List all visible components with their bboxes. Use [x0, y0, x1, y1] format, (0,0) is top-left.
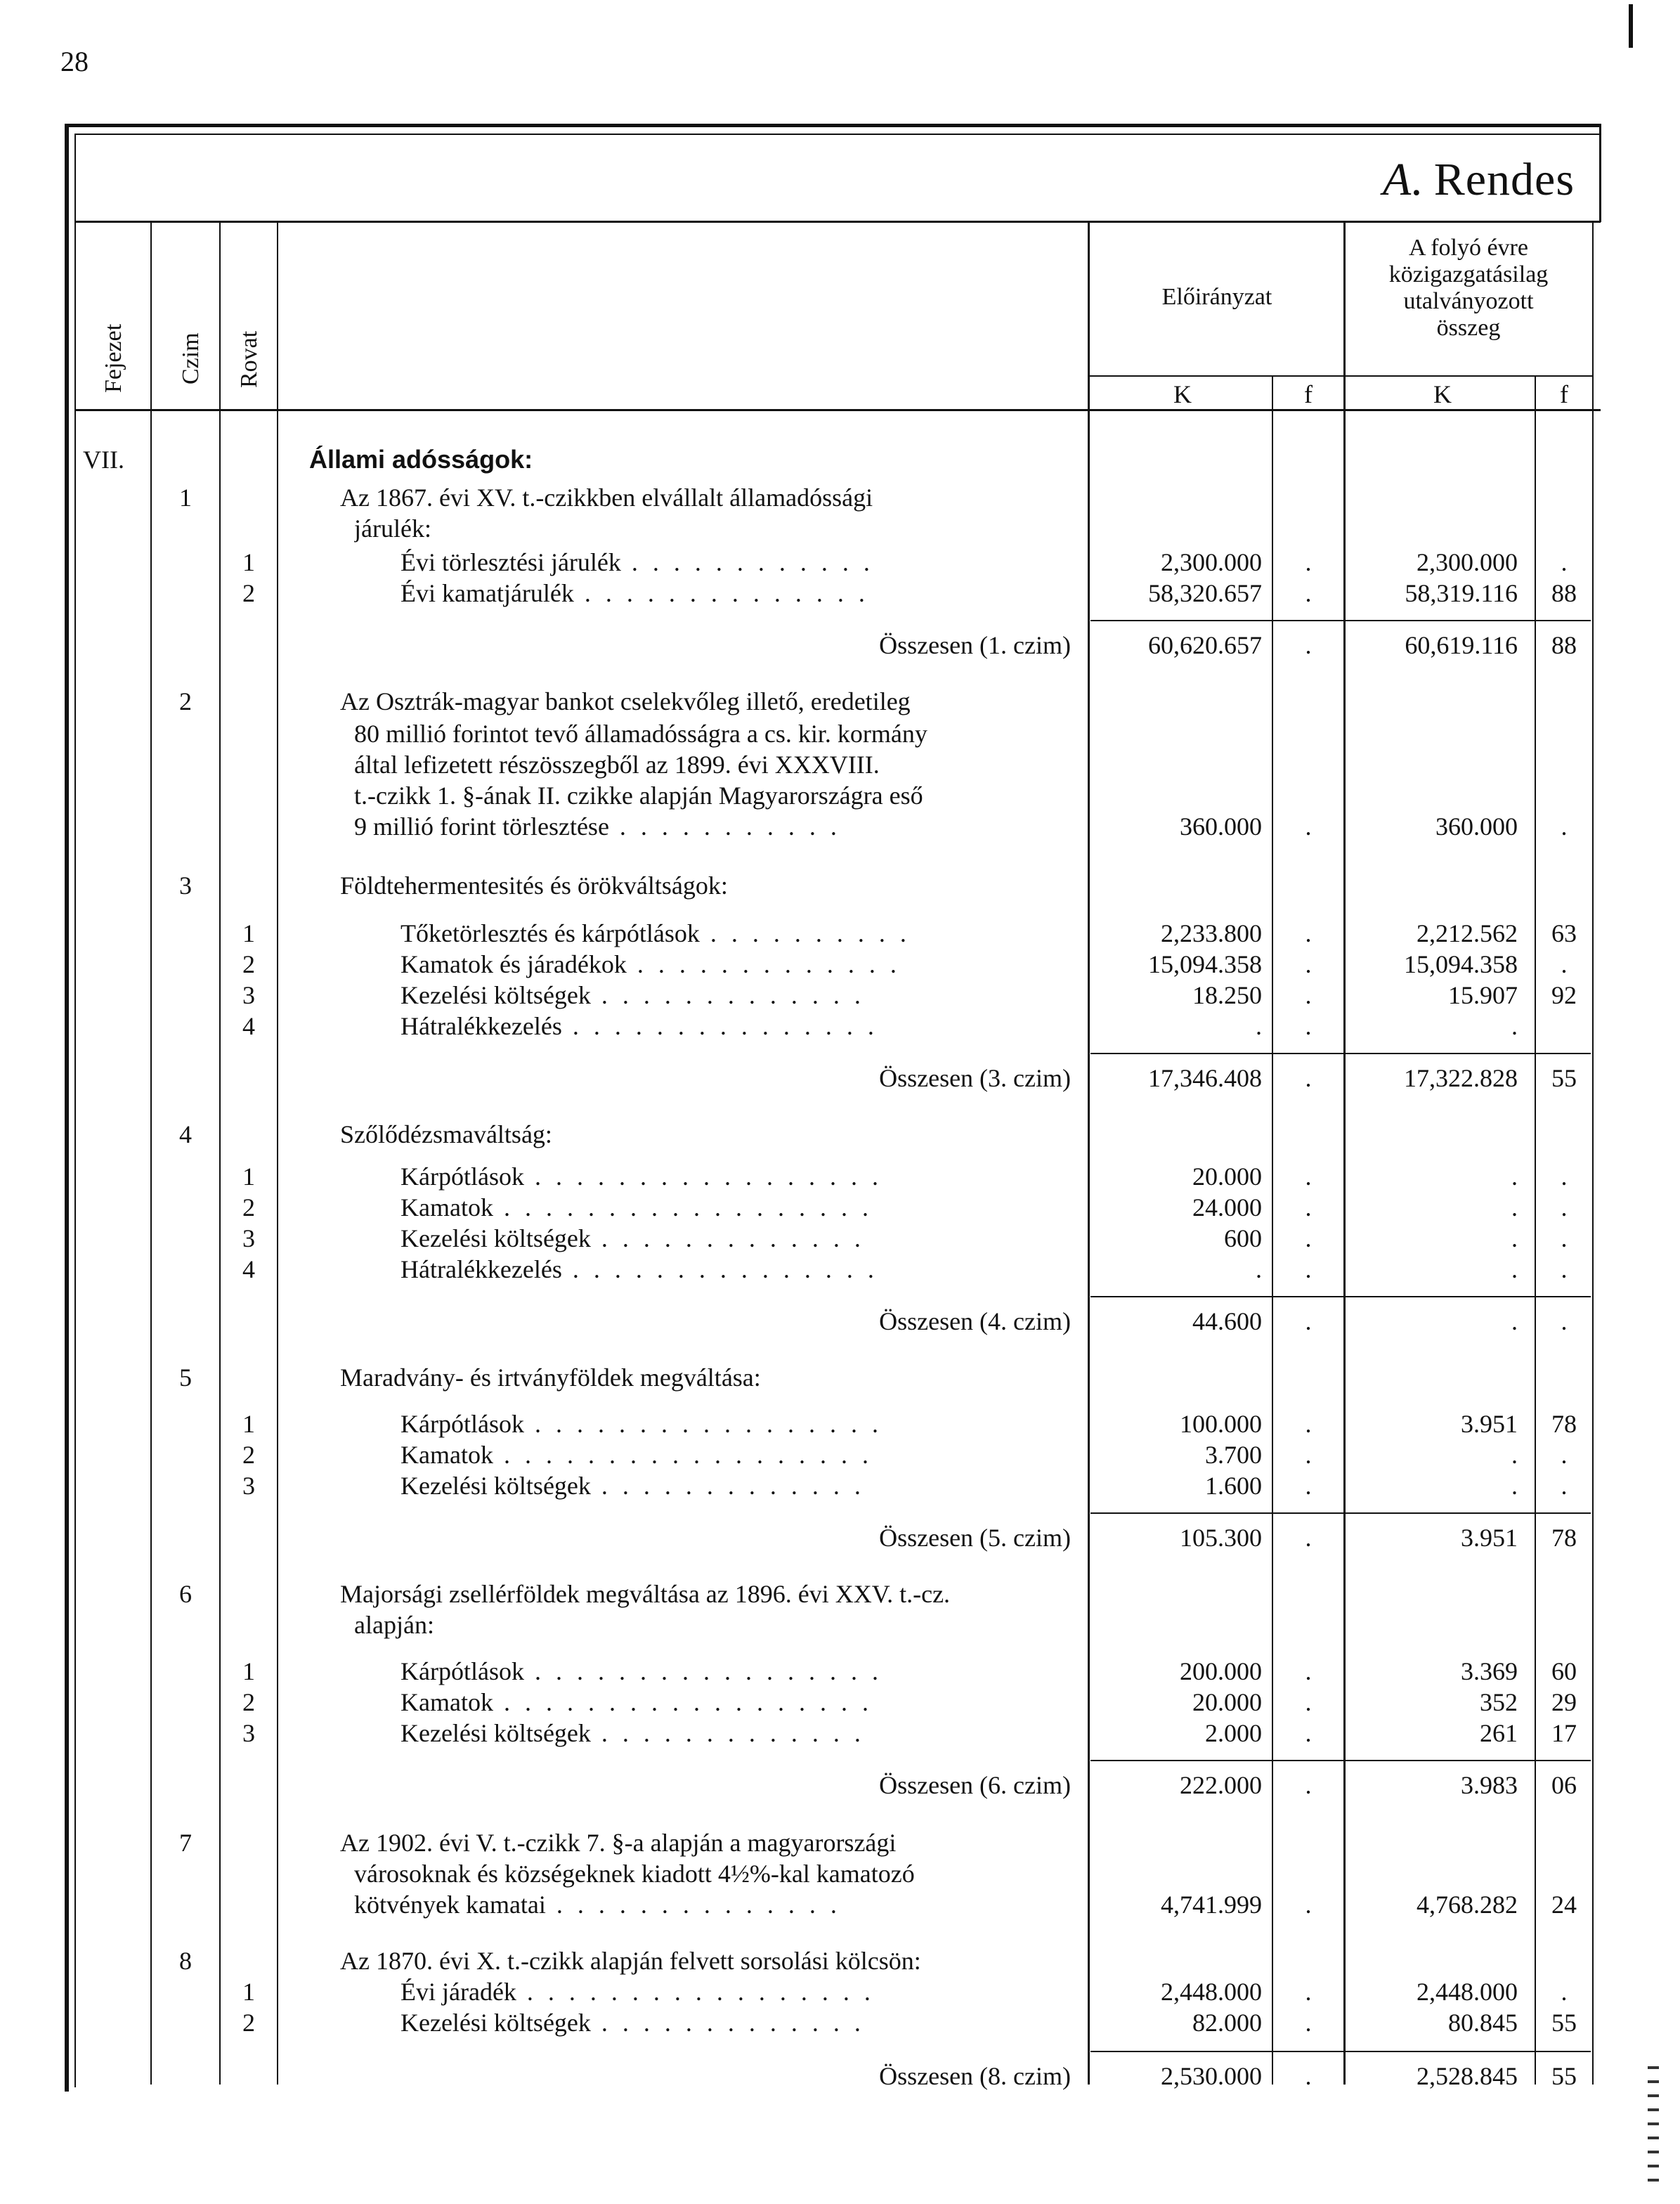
rovat-number: 3	[242, 1224, 255, 1252]
eloiranyzat-filler: .	[1305, 1978, 1312, 2006]
utalvanyozott-filler: .	[1561, 1224, 1568, 1252]
line-text: Kezelési költségek	[401, 1472, 591, 1500]
eloiranyzat-korona: 20.000	[1192, 1688, 1262, 1716]
utalvanyozott-korona: 60,619.116	[1405, 631, 1518, 659]
line-text: által lefizetett részösszegből az 1899. évi XXXVIII.	[354, 751, 880, 779]
eloiranyzat-filler: .	[1305, 2009, 1312, 2037]
eloiranyzat-korona: 2,233.800	[1161, 919, 1262, 947]
utalvanyozott-filler: .	[1561, 1307, 1568, 1335]
eloiranyzat-filler: .	[1305, 1224, 1312, 1252]
header-czim: Czim	[178, 332, 204, 384]
utalvanyozott-filler: 55	[1551, 2009, 1577, 2037]
utalvanyozott-filler: .	[1561, 950, 1568, 978]
description-line	[354, 749, 880, 780]
rovat-number: 2	[242, 579, 255, 607]
utalvanyozott-filler: 55	[1551, 1064, 1577, 1092]
line-item	[401, 1718, 865, 1749]
leader-dots: . . . . . . . . . . . . . . . . . .	[493, 1441, 873, 1469]
subtotal-label: Összesen (3. czim)	[879, 1064, 1071, 1092]
eloiranyzat-filler: .	[1305, 1064, 1312, 1092]
eloiranyzat-filler: .	[1305, 1410, 1312, 1438]
left-border-thin	[74, 134, 76, 2087]
eloiranyzat-filler: .	[1305, 2062, 1312, 2090]
leader-dots: . . . . . . . . . . . . .	[590, 2009, 865, 2037]
description-line	[354, 718, 927, 749]
leader-dots: . . . . . . . . . . . . .	[590, 1719, 865, 1747]
utalvanyozott-filler: 88	[1551, 631, 1577, 659]
subtotal-label: Összesen (8. czim)	[879, 2062, 1071, 2090]
utalvanyozott-korona: .	[1511, 1441, 1518, 1469]
leader-dots: . . . . . . . . . . . . . .	[545, 1891, 841, 1919]
header-folyo-line2: közigazgatásilag	[1388, 261, 1549, 287]
header-f2: f	[1560, 380, 1568, 408]
eloiranyzat-korona: 100.000	[1180, 1410, 1262, 1438]
line-item	[401, 1470, 865, 1501]
title-word: Rendes	[1433, 154, 1575, 205]
description-line	[340, 1362, 761, 1393]
eloiranyzat-korona: 58,320.657	[1148, 579, 1262, 607]
line-text: Kezelési költségek	[401, 1719, 591, 1747]
line-text: 9 millió forint törlesztése	[354, 812, 609, 841]
eloiranyzat-filler: .	[1305, 1193, 1312, 1221]
page-number: 28	[60, 46, 89, 77]
rovat-number: 3	[242, 1472, 255, 1500]
eloiranyzat-filler: .	[1305, 1891, 1312, 1919]
leader-dots: . . . . . . . . . .	[699, 919, 911, 947]
subtotal-rule	[1090, 1760, 1591, 1761]
eloiranyzat-filler: .	[1305, 1441, 1312, 1469]
subtotal-rule	[1090, 1296, 1591, 1297]
utalvanyozott-korona: 2,212.562	[1417, 919, 1518, 947]
czim-number: 5	[179, 1363, 192, 1392]
line-item	[401, 1161, 883, 1192]
line-item	[401, 2007, 865, 2038]
utalvanyozott-filler: .	[1561, 812, 1568, 841]
description-line	[354, 780, 923, 811]
utalvanyozott-korona: 15,094.358	[1404, 950, 1518, 978]
col-div-right	[1592, 222, 1594, 2085]
eloiranyzat-korona: 44.600	[1192, 1307, 1262, 1335]
leader-dots: . . . . . . . . . . . . . . . . .	[523, 1657, 883, 1685]
line-text: Évi törlesztési járulék	[401, 548, 621, 576]
utalvanyozott-filler: .	[1561, 1472, 1568, 1500]
description-line	[354, 513, 431, 544]
leader-dots: . . . . . . . . . . . . .	[590, 981, 865, 1009]
eloiranyzat-korona: 20.000	[1192, 1162, 1262, 1191]
eloiranyzat-korona: 2,300.000	[1161, 548, 1262, 576]
description-line	[354, 811, 841, 842]
line-item	[401, 1192, 873, 1223]
eloiranyzat-korona: 2,448.000	[1161, 1978, 1262, 2006]
leader-dots: . . . . . . . . . . . . .	[590, 1224, 865, 1252]
right-frame-top	[1599, 124, 1601, 222]
eloiranyzat-korona: 2,530.000	[1161, 2062, 1262, 2090]
line-text: alapján:	[354, 1611, 434, 1639]
rovat-number: 4	[242, 1012, 255, 1040]
rovat-number: 1	[242, 1410, 255, 1438]
col-div-k2	[1343, 222, 1346, 2085]
eloiranyzat-filler: .	[1305, 1719, 1312, 1747]
line-text: Majorsági zsellérföldek megváltása az 1896. évi XXV. t.-cz.	[340, 1580, 951, 1608]
utalvanyozott-korona: 2,528.845	[1417, 2062, 1518, 2090]
line-text: Tőketörlesztés és kárpótlások	[401, 919, 700, 947]
eloiranyzat-korona: 200.000	[1180, 1657, 1262, 1685]
line-item	[401, 1439, 873, 1470]
line-item	[401, 1408, 883, 1439]
utalvanyozott-filler: 24	[1551, 1891, 1577, 1919]
utalvanyozott-filler: .	[1561, 548, 1568, 576]
eloiranyzat-filler: .	[1305, 1688, 1312, 1716]
line-text: t.-czikk 1. §-ának II. czikke alapján Magyarországra eső	[354, 782, 923, 810]
line-text: Az Osztrák-magyar bankot cselekvőleg illető, eredetileg	[340, 687, 911, 715]
chapter-number: VII.	[83, 446, 124, 474]
leader-dots: . . . . . . . . . . .	[608, 812, 841, 841]
line-text: Kárpótlások	[401, 1162, 524, 1191]
line-text: járulék:	[354, 514, 431, 543]
utalvanyozott-filler: .	[1561, 1162, 1568, 1191]
eloiranyzat-filler: .	[1305, 579, 1312, 607]
header-folyo-line1: A folyó évre	[1409, 235, 1528, 261]
chapter-heading: Állami adósságok:	[309, 445, 533, 474]
utalvanyozott-korona: .	[1511, 1162, 1518, 1191]
line-text: Maradvány- és irtványföldek megváltása:	[340, 1363, 761, 1392]
utalvanyozott-filler: 55	[1551, 2062, 1577, 2090]
eloiranyzat-korona: 1.600	[1205, 1472, 1262, 1500]
czim-number: 2	[179, 687, 192, 715]
line-text: Az 1870. évi X. t.-czikk alapján felvett sorsolási kölcsön:	[340, 1947, 921, 1975]
line-text: Földtehermentesités és örökváltságok:	[340, 871, 728, 900]
rovat-number: 1	[242, 1657, 255, 1685]
leader-dots: . . . . . . . . . . . . .	[626, 950, 901, 978]
eloiranyzat-filler: .	[1305, 548, 1312, 576]
utalvanyozott-filler: 29	[1551, 1688, 1577, 1716]
utalvanyozott-korona: 3.983	[1461, 1771, 1518, 1799]
utalvanyozott-korona: .	[1511, 1193, 1518, 1221]
col-div-text	[1088, 222, 1090, 2085]
utalvanyozott-filler: 78	[1551, 1524, 1577, 1552]
line-text: Hátralékkezelés	[401, 1255, 562, 1283]
line-text: Kamatok	[401, 1193, 493, 1221]
rovat-number: 1	[242, 548, 255, 576]
top-rule-thick	[65, 124, 1601, 127]
utalvanyozott-filler: .	[1561, 1255, 1568, 1283]
eloiranyzat-filler: .	[1305, 950, 1312, 978]
line-text: Kamatok	[401, 1441, 493, 1469]
eloiranyzat-korona: 360.000	[1180, 812, 1262, 841]
czim-number: 1	[179, 484, 192, 512]
utalvanyozott-filler: 88	[1551, 579, 1577, 607]
section-title	[1383, 153, 1575, 207]
line-text: Kamatok és járadékok	[401, 950, 627, 978]
eloiranyzat-korona: 600	[1224, 1224, 1262, 1252]
description-line	[340, 1579, 950, 1609]
description-line	[340, 686, 911, 717]
description-line	[340, 1827, 896, 1858]
utalvanyozott-filler: .	[1561, 1978, 1568, 2006]
eloiranyzat-filler: .	[1305, 981, 1312, 1009]
eloiranyzat-filler: .	[1305, 1657, 1312, 1685]
line-item	[401, 1254, 878, 1285]
eloiranyzat-filler: .	[1305, 1255, 1312, 1283]
leader-dots: . . . . . . . . . . . . . . . . . .	[493, 1688, 873, 1716]
utalvanyozott-korona: 3.369	[1461, 1657, 1518, 1685]
header-folyo	[1345, 235, 1592, 342]
line-text: Hátralékkezelés	[401, 1012, 562, 1040]
utalvanyozott-filler: 17	[1551, 1719, 1577, 1747]
subtotal-rule	[1090, 2051, 1591, 2052]
eloiranyzat-korona: 4,741.999	[1161, 1891, 1262, 1919]
rovat-number: 3	[242, 1719, 255, 1747]
rovat-number: 1	[242, 919, 255, 947]
line-text: 80 millió forintot tevő államadósságra a cs. kir. kormány	[354, 720, 927, 748]
eloiranyzat-filler: .	[1305, 919, 1312, 947]
description-line	[354, 1889, 841, 1920]
line-text: Kezelési költségek	[401, 2009, 591, 2037]
header-k1: K	[1173, 380, 1192, 408]
utalvanyozott-korona: 2,300.000	[1417, 548, 1518, 576]
rovat-number: 1	[242, 1978, 255, 2006]
description-line	[340, 1945, 921, 1976]
eloiranyzat-filler: .	[1305, 812, 1312, 841]
eloiranyzat-filler: .	[1305, 1162, 1312, 1191]
header-folyo-line4: összeg	[1436, 315, 1501, 341]
leader-dots: . . . . . . . . . . . . . . . . .	[523, 1162, 883, 1191]
subtotal-label: Összesen (5. czim)	[879, 1524, 1071, 1552]
line-item	[401, 980, 865, 1011]
utalvanyozott-korona: 352	[1480, 1688, 1518, 1716]
subtotal-rule	[1090, 1512, 1591, 1514]
rovat-number: 2	[242, 1441, 255, 1469]
utalvanyozott-korona: .	[1511, 1472, 1518, 1500]
utalvanyozott-filler: 63	[1551, 919, 1577, 947]
line-text: Az 1902. évi V. t.-czikk 7. §-a alapján a magyarországi	[340, 1829, 897, 1857]
leader-dots: . . . . . . . . . . . .	[620, 548, 874, 576]
rovat-number: 2	[242, 2009, 255, 2037]
eloiranyzat-korona: 2.000	[1205, 1719, 1262, 1747]
utalvanyozott-filler: 06	[1551, 1771, 1577, 1799]
utalvanyozott-korona: .	[1511, 1255, 1518, 1283]
description-line	[354, 1858, 915, 1889]
col-div-rovat	[277, 222, 278, 2085]
czim-number: 3	[179, 871, 192, 900]
rovat-number: 1	[242, 1162, 255, 1191]
leader-dots: . . . . . . . . . . . . .	[590, 1472, 865, 1500]
title-prefix: A.	[1382, 154, 1424, 205]
utalvanyozott-korona: 3.951	[1461, 1410, 1518, 1438]
leader-dots: . . . . . . . . . . . . . . .	[561, 1012, 878, 1040]
kf-rule	[1089, 375, 1592, 377]
header-rovat: Rovat	[236, 330, 262, 388]
utalvanyozott-korona: 4,768.282	[1417, 1891, 1518, 1919]
czim-number: 4	[179, 1120, 192, 1148]
leader-dots: . . . . . . . . . . . . . . .	[561, 1255, 878, 1283]
eloiranyzat-korona: 17,346.408	[1148, 1064, 1262, 1092]
description-line	[340, 1119, 552, 1150]
czim-number: 6	[179, 1580, 192, 1608]
leader-dots: . . . . . . . . . . . . . . . . .	[523, 1410, 883, 1438]
utalvanyozott-korona: 2,448.000	[1417, 1978, 1518, 2006]
header-eloiranyzat: Előirányzat	[1161, 284, 1272, 310]
eloiranyzat-korona: 15,094.358	[1148, 950, 1262, 978]
utalvanyozott-filler: .	[1561, 1441, 1568, 1469]
header-fejezet: Fejezet	[100, 323, 126, 393]
line-item	[401, 918, 911, 949]
rovat-number: 2	[242, 1688, 255, 1716]
leader-dots: . . . . . . . . . . . . . .	[573, 579, 869, 607]
utalvanyozott-korona: .	[1511, 1224, 1518, 1252]
line-item	[401, 1011, 878, 1042]
utalvanyozott-korona: 3.951	[1461, 1524, 1518, 1552]
header-bottom-rule	[74, 409, 1601, 411]
edge-marks	[1648, 2066, 1659, 2186]
col-div-czim	[219, 222, 221, 2085]
utalvanyozott-filler: 60	[1551, 1657, 1577, 1685]
line-text: kötvények kamatai	[354, 1891, 546, 1919]
eloiranyzat-filler: .	[1305, 1472, 1312, 1500]
subtotal-label: Összesen (1. czim)	[879, 631, 1071, 659]
eloiranyzat-filler: .	[1305, 1524, 1312, 1552]
line-text: Kárpótlások	[401, 1657, 524, 1685]
utalvanyozott-korona: 15.907	[1448, 981, 1518, 1009]
eloiranyzat-korona: 82.000	[1192, 2009, 1262, 2037]
top-rule-thin	[76, 134, 1601, 135]
line-item	[401, 1656, 883, 1687]
eloiranyzat-filler: .	[1305, 1012, 1312, 1040]
rovat-number: 2	[242, 1193, 255, 1221]
utalvanyozott-filler: .	[1561, 1193, 1568, 1221]
eloiranyzat-korona: .	[1256, 1012, 1262, 1040]
utalvanyozott-korona: .	[1511, 1307, 1518, 1335]
utalvanyozott-korona: 360.000	[1435, 812, 1518, 841]
eloiranyzat-filler: .	[1305, 1771, 1312, 1799]
line-item	[401, 1687, 873, 1718]
utalvanyozott-korona: 58,319.116	[1405, 579, 1518, 607]
header-folyo-line3: utalványozott	[1403, 288, 1534, 314]
eloiranyzat-filler: .	[1305, 1307, 1312, 1335]
line-text: Kezelési költségek	[401, 1224, 591, 1252]
line-item	[401, 547, 874, 578]
utalvanyozott-filler: 78	[1551, 1410, 1577, 1438]
rovat-number: 3	[242, 981, 255, 1009]
line-text: Az 1867. évi XV. t.-czikkben elvállalt államadóssági	[340, 484, 873, 512]
header-f1: f	[1304, 380, 1313, 408]
header-top-rule	[74, 221, 1601, 223]
subtotal-rule	[1090, 1053, 1591, 1054]
line-text: Kamatok	[401, 1688, 493, 1716]
subtotal-rule	[1090, 620, 1591, 621]
left-border-thick	[65, 124, 69, 2092]
eloiranyzat-korona: 24.000	[1192, 1193, 1262, 1221]
eloiranyzat-korona: 60,620.657	[1148, 631, 1262, 659]
utalvanyozott-korona: 80.845	[1448, 2009, 1518, 2037]
line-item	[401, 578, 869, 609]
rovat-number: 4	[242, 1255, 255, 1283]
czim-number: 8	[179, 1947, 192, 1975]
eloiranyzat-korona: 18.250	[1192, 981, 1262, 1009]
corner-mark	[1629, 4, 1633, 48]
line-item	[401, 1976, 875, 2007]
eloiranyzat-korona: 3.700	[1205, 1441, 1262, 1469]
rovat-number: 2	[242, 950, 255, 978]
line-text: Szőlődézsmaváltság:	[340, 1120, 552, 1148]
line-text: Évi kamatjárulék	[401, 579, 574, 607]
utalvanyozott-korona: 261	[1480, 1719, 1518, 1747]
utalvanyozott-korona: .	[1511, 1012, 1518, 1040]
line-text: Évi járadék	[401, 1978, 516, 2006]
eloiranyzat-korona: 222.000	[1180, 1771, 1262, 1799]
description-line	[340, 870, 728, 901]
utalvanyozott-filler: 92	[1551, 981, 1577, 1009]
leader-dots: . . . . . . . . . . . . . . . . .	[516, 1978, 875, 2006]
description-line	[354, 1609, 434, 1640]
line-text: Kárpótlások	[401, 1410, 524, 1438]
line-item	[401, 949, 901, 980]
line-item	[401, 1223, 865, 1254]
eloiranyzat-korona: .	[1256, 1255, 1262, 1283]
description-line	[340, 482, 873, 513]
utalvanyozott-korona: 17,322.828	[1404, 1064, 1518, 1092]
line-text: Kezelési költségek	[401, 981, 591, 1009]
eloiranyzat-korona: 105.300	[1180, 1524, 1262, 1552]
eloiranyzat-filler: .	[1305, 631, 1312, 659]
subtotal-label: Összesen (4. czim)	[879, 1307, 1071, 1335]
line-text: városoknak és községeknek kiadott 4½%-kal kamatozó	[354, 1860, 915, 1888]
subtotal-label: Összesen (6. czim)	[879, 1771, 1071, 1799]
czim-number: 7	[179, 1829, 192, 1857]
leader-dots: . . . . . . . . . . . . . . . . . .	[493, 1193, 873, 1221]
header-k2: K	[1433, 380, 1452, 408]
